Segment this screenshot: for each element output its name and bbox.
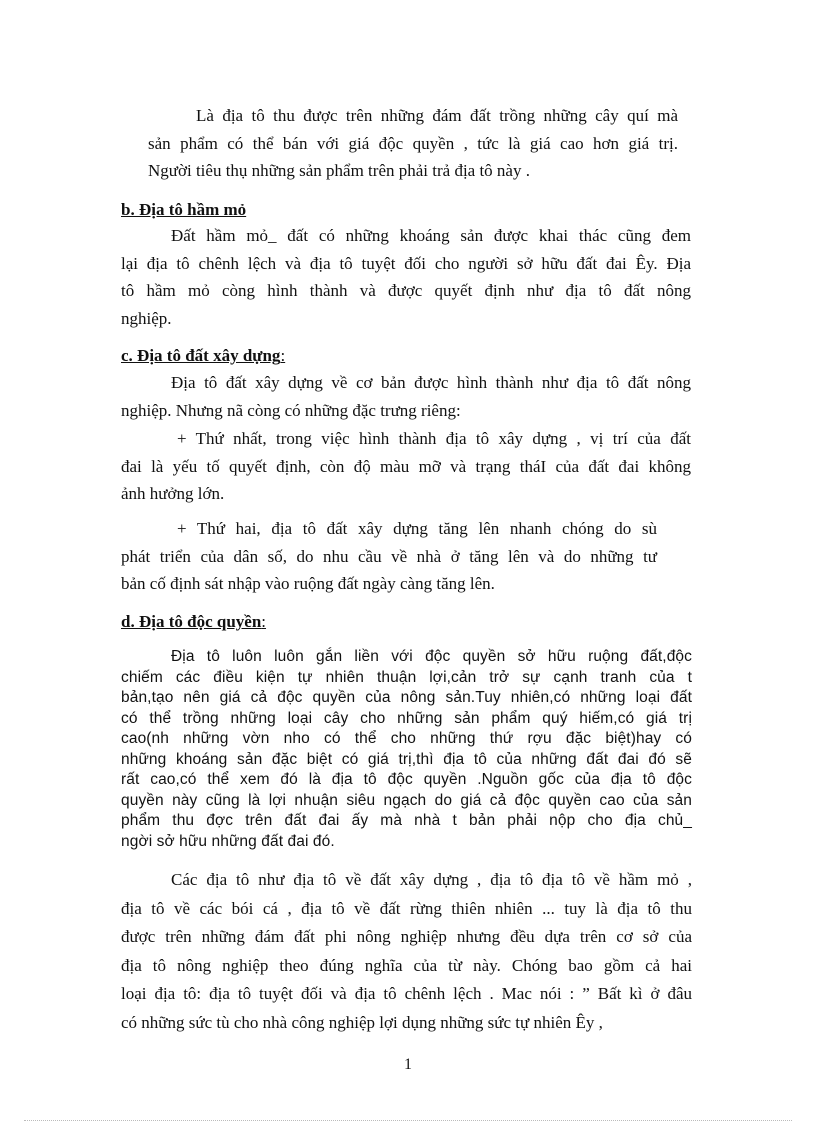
text-line: ngời sở hữu những đất đai đó. bbox=[121, 832, 335, 850]
text-line: nghiệp. bbox=[121, 308, 172, 328]
text-line: + Thứ hai, địa tô đất xây dựng tăng lên nhanh chóng do sù bbox=[177, 519, 657, 538]
text-line: chiếm các điều kiện tự nhiên thuận lợi,cản trở sự cạnh tranh của t bbox=[121, 668, 692, 686]
heading-suffix: : bbox=[261, 612, 267, 631]
section-c-point-1 bbox=[121, 425, 691, 508]
text-line: đai là yếu tố quyết định, còn độ màu mỡ và trạng tháI của đất đai không bbox=[121, 456, 691, 476]
text-line: Địa tô đất xây dựng về cơ bản được hình thành như địa tô đất nông bbox=[171, 373, 691, 392]
heading-text: b. Địa tô hầm mỏ bbox=[121, 200, 247, 219]
text-line: quyền này cũng là lợi nhuận siêu ngạch do giá cả độc quyền cao của sản bbox=[121, 791, 692, 809]
page-number: 1 bbox=[404, 1056, 412, 1073]
text-line: + Thứ nhất, trong việc hình thành địa tô xây dựng , vị trí của đất bbox=[177, 429, 691, 448]
intro-paragraph bbox=[148, 102, 678, 185]
text-line: những khoáng sản đặc biệt có giá trị,thì địa tô của những đất đai đó sẽ bbox=[121, 750, 692, 768]
text-line: tô hầm mỏ còng hình thành và được quyết định như địa tô đất nông bbox=[121, 281, 691, 300]
text-line: rất cao,có thể xem đó là địa tô độc quyền .Nguồn gốc của địa tô độc bbox=[121, 771, 692, 788]
text-line: địa tô về các bói cá , địa tô về đất rừng thiên nhiên ... tuy là địa tô thu bbox=[121, 898, 692, 918]
text-line: phát triển của dân số, do nhu cầu về nhà ở tăng lên và do những tư bbox=[121, 546, 657, 566]
text-line: có thể trồng những loại cây cho những sản phẩm quý hiếm,có giá trị bbox=[121, 709, 692, 727]
heading-suffix: : bbox=[280, 346, 286, 365]
page-bottom-divider bbox=[24, 1120, 792, 1121]
section-d-heading bbox=[121, 611, 266, 633]
section-c-heading bbox=[121, 345, 285, 367]
heading-text: c. Địa tô đất xây dựng bbox=[121, 346, 281, 365]
section-c-intro bbox=[121, 369, 691, 424]
text-line: Các địa tô như địa tô về đất xây dựng , địa tô địa tô về hầm mỏ , bbox=[171, 870, 692, 889]
text-line: Người tiêu thụ những sản phẩm trên phải trả địa tô này . bbox=[148, 161, 530, 180]
text-line: địa tô nông nghiệp theo đúng nghĩa của từ này. Chóng bao gồm cả hai bbox=[121, 955, 692, 975]
text-line: sản phẩm có thể bán với giá độc quyền , tức là giá cao hơn giá trị. bbox=[148, 133, 678, 153]
text-line: Là địa tô thu được trên những đám đất trồng những cây quí mà bbox=[196, 106, 678, 125]
text-line: ảnh hưởng lớn. bbox=[121, 484, 225, 503]
text-line: Địa tô luôn luôn gắn liền với độc quyền sở hữu ruộng đất,độc bbox=[171, 648, 692, 665]
text-line: nghiệp. Nhưng nã còng có những đặc trưng riêng: bbox=[121, 400, 461, 420]
section-d-closing-paragraph bbox=[121, 866, 692, 1037]
text-line: phẩm thu đợc trên đất đai ấy mà nhà t bản phải nộp cho địa chủ_ bbox=[121, 812, 692, 829]
text-line: cao(nh những vờn nho có thể cho những thứ rợu đặc biệt)hay có bbox=[121, 730, 692, 747]
section-c-point-2 bbox=[121, 515, 657, 598]
text-line: Đất hầm mỏ_ đất có những khoáng sản được khai thác cũng đem bbox=[171, 226, 691, 245]
text-line: bản,tạo nên giá cả độc quyền của nông sản.Tuy nhiên,có những loại đất bbox=[121, 689, 692, 706]
text-line: lại địa tô chênh lệch và địa tô tuyệt đối cho người sở hữu đất đai Êy. Địa bbox=[121, 253, 691, 273]
text-line: có những sức tù cho nhà công nghiệp lợi dụng những sức tự nhiên Êy , bbox=[121, 1012, 603, 1032]
section-b-heading bbox=[121, 199, 246, 221]
heading-text: d. Địa tô độc quyền bbox=[121, 612, 262, 631]
section-d-dense-paragraph bbox=[121, 647, 692, 852]
text-line: loại địa tô: địa tô tuyệt đối và địa tô chênh lệch . Mac nói : ” Bất kì ở đâu bbox=[121, 984, 692, 1003]
text-line: được trên những đám đất phi nông nghiệp nhưng đều dựa trên cơ sở của bbox=[121, 927, 692, 946]
section-b-paragraph bbox=[121, 222, 691, 332]
text-line: bản cố định sát nhập vào ruộng đất ngày càng tăng lên. bbox=[121, 574, 495, 593]
